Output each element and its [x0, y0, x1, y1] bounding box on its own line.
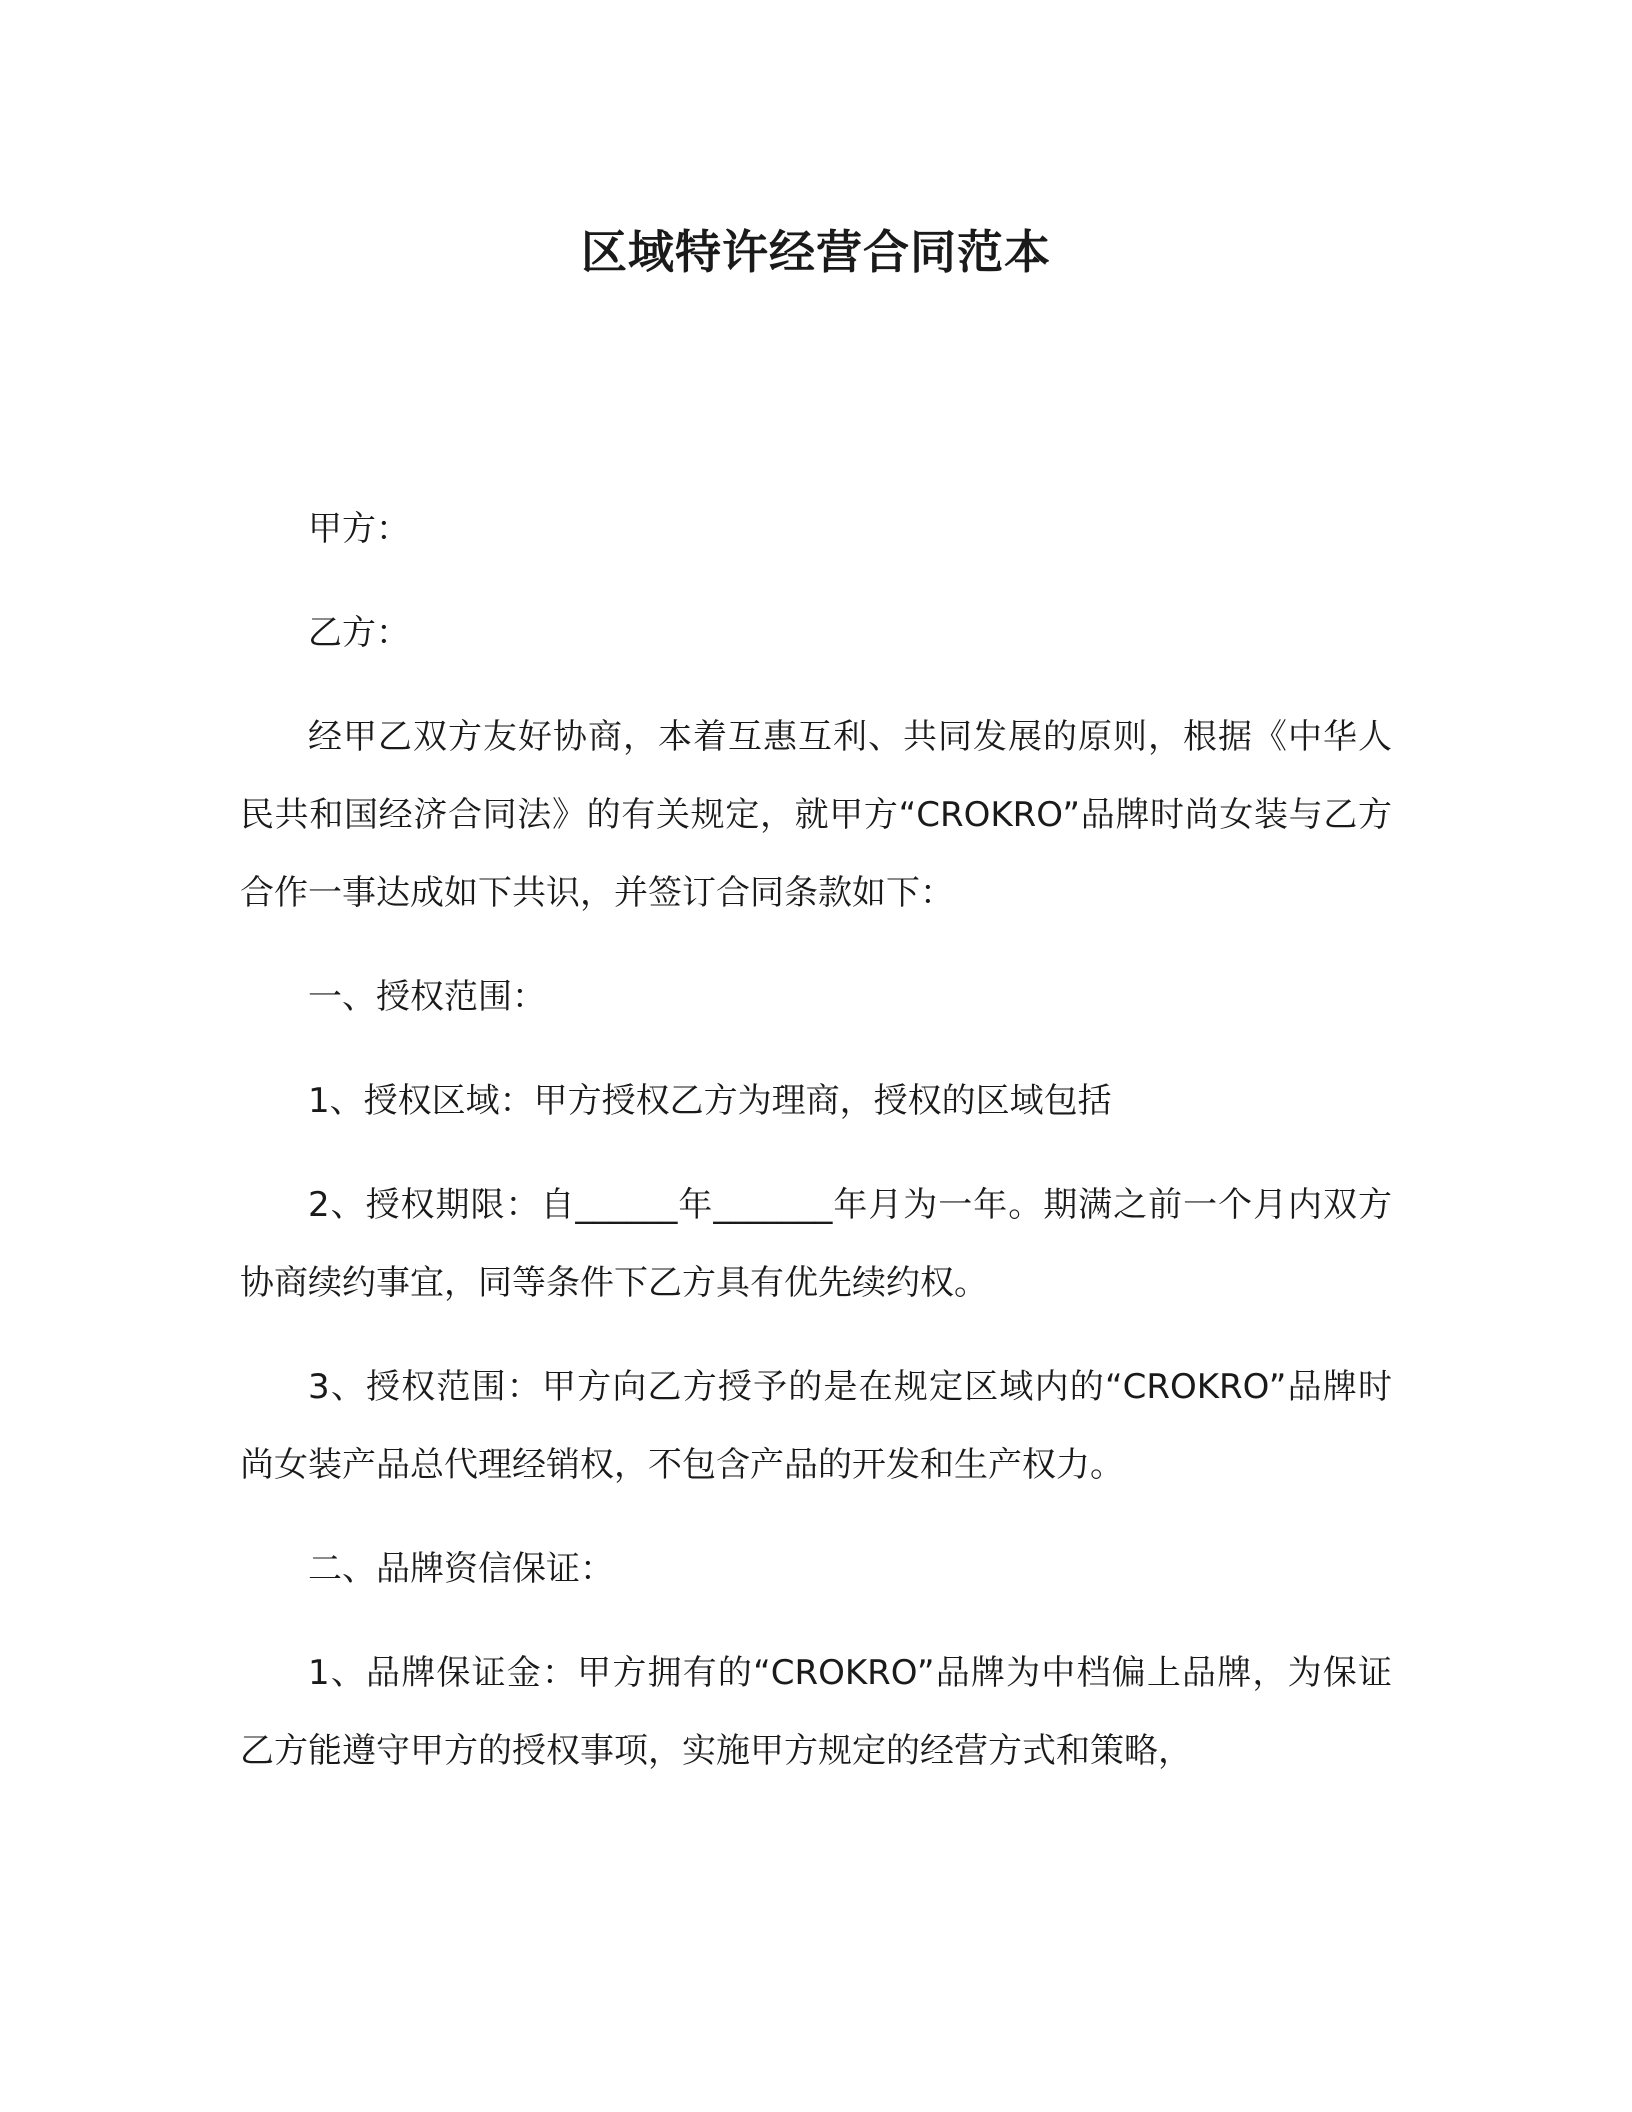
section-heading-brand-credit: 二、品牌资信保证： — [308, 1549, 614, 1589]
section-heading-authorization-scope: 一、授权范围： — [308, 977, 546, 1017]
clause-brand-deposit: 1、品牌保证金：甲方拥有的“CROKRO”品牌为中档偏上品牌，为保证乙方能遵守甲方的授权事项，实施甲方规定的经营方式和策略， — [240, 1653, 1392, 1771]
clause-authorization-period: 2、授权期限：自______年_______年月为一年。期满之前一个月内双方协商续约事宜，同等条件下乙方具有优先续约权。 — [240, 1185, 1392, 1303]
document-body — [240, 490, 1392, 1816]
preamble-paragraph: 经甲乙双方友好协商，本着互惠互利、共同发展的原则，根据《中华人民共和国经济合同法》的有关规定，就甲方“CROKRO”品牌时尚女装与乙方合作一事达成如下共识，并签订合同条款如下： — [240, 717, 1392, 913]
document-title: 区域特许经营合同范本 — [581, 225, 1051, 279]
clause-authorization-range: 3、授权范围：甲方向乙方授予的是在规定区域内的“CROKRO”品牌时尚女装产品总代理经销权，不包含产品的开发和生产权力。 — [240, 1367, 1392, 1485]
party-b-line: 乙方： — [308, 613, 410, 653]
clause-authorization-region: 1、授权区域：甲方授权乙方为理商，授权的区域包括 — [308, 1081, 1112, 1121]
party-a-line: 甲方： — [308, 509, 410, 549]
